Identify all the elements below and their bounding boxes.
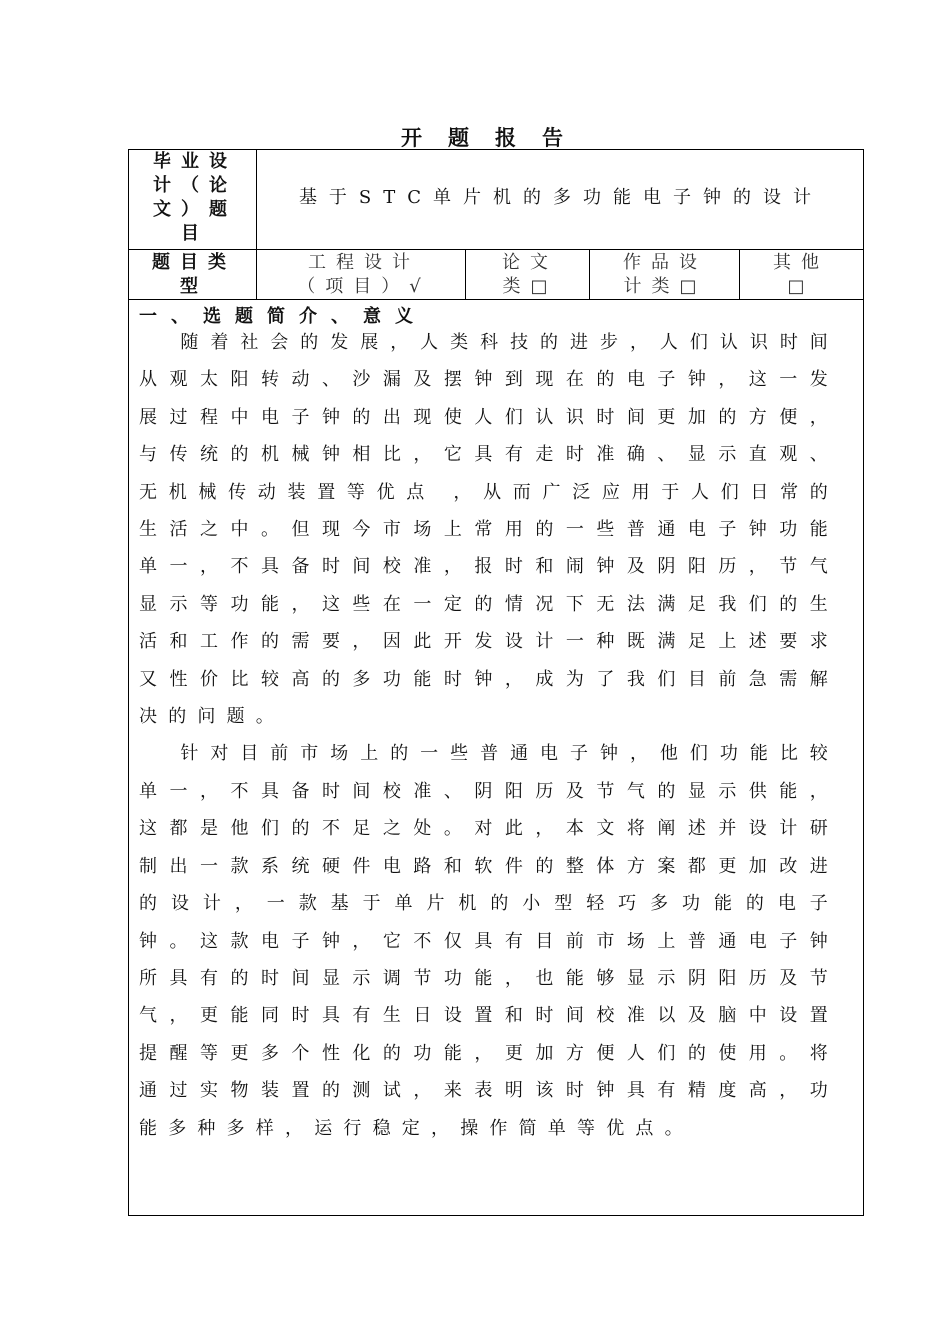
row-divider (129, 249, 863, 250)
section-body (139, 324, 839, 1147)
type-option-thesis: 论文类□ (502, 252, 558, 297)
col-divider (256, 150, 257, 299)
type-label: 题目类型 (152, 252, 236, 297)
type-option-other: 其他□ (773, 252, 829, 297)
page-title: 开题报告 (401, 125, 589, 150)
type-option-engineering: 工程设计（项目）√ (297, 252, 431, 297)
col-divider (739, 249, 740, 299)
col-divider (589, 249, 590, 299)
col-divider (465, 249, 466, 299)
type-option-work: 作品设计类□ (623, 252, 707, 297)
paragraph: 随着社会的发展，人类科技的进步，人们认识时间从观太阳转动、沙漏及摆钟到现在的电子钟，这一发展过程中电子钟的出现使人们认识时间更加的方便，与传统的机械钟相比，它具有走时准确、显示直观、无机械传动装置等优点 ，从而广泛应用于人们日常的生活之中。但现今市场上常用的一些普通电子钟功能单一，不具备时间校准，报时和闹钟及阴阳历，节气显示等功能，这些在一定的情况下无法满足我们的生活和工作的需要，因此开发设计一种既满足上述要求又性价比较高的多功能时钟，成为了我们目前急需解决的问题。 (139, 332, 839, 728)
paragraph: 针对目前市场上的一些普通电子钟，他们功能比较单一，不具备时间校准、阴阳历及节气的显示供能，这都是他们的不足之处。对此，本文将阐述并设计研制出一款系统硬件电路和软件的整体方案都更加改进的设计，一款基于单片机的小型轻巧多功能的电子钟。这款电子钟，它不仅具有目前市场上普通电子钟所具有的时间显示调节功能，也能够显示阴阳历及节气，更能同时具有生日设置和时间校准以及脑中设置提醒等更多个性化的功能，更加方便人们的使用。将通过实物装置的测试，来表明该时钟具有精度高，功能多种多样，运行稳定，操作简单等优点。 (139, 743, 839, 1139)
row-divider (129, 299, 863, 300)
section-heading: 一、选题简介、意义 (139, 306, 427, 327)
topic-label: 毕业设计（论文）题目 (153, 151, 237, 244)
topic-value: 基于STC单片机的多功能电子钟的设计 (298, 187, 824, 208)
proposal-table (128, 149, 864, 1216)
